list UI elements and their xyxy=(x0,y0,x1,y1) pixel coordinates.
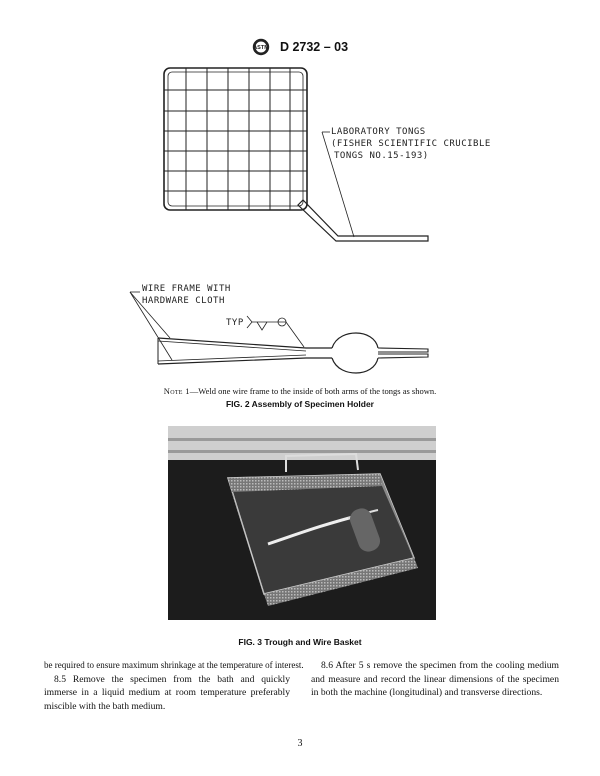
right-column xyxy=(311,659,559,700)
designation: D 2732 – 03 xyxy=(279,40,349,55)
paragraph-8-6: 8.6 After 5 s remove the specimen from the cooling medium and measure and record the linear dimensions of the specimen in both the machine (longitudinal) and transverse directions. xyxy=(311,660,559,698)
callout-frame-line-2: HARDWARE CLOTH xyxy=(142,296,225,306)
left-column xyxy=(44,659,304,713)
trough-basket-image xyxy=(168,426,436,620)
callout-typ: TYP xyxy=(226,318,244,328)
note-label: Note 1 xyxy=(163,386,190,396)
continued-paragraph: be required to ensure maximum shrinkage at the temperature of interest. xyxy=(44,660,304,670)
figure-2-caption: FIG. 2 Assembly of Specimen Holder xyxy=(225,399,374,409)
figure-3-caption: FIG. 3 Trough and Wire Basket xyxy=(238,637,362,647)
figure-2-note xyxy=(0,386,600,396)
callout-frame-line-1: WIRE FRAME WITH xyxy=(142,284,231,294)
callout-tongs-line-3: TONGS NO.15-193) xyxy=(334,151,429,161)
svg-text:ASTM: ASTM xyxy=(253,45,269,52)
figure-3-photo xyxy=(168,426,436,620)
callout-tongs-line-1: LABORATORY TONGS xyxy=(331,127,426,137)
note-text: —Weld one wire frame to the inside of both arms of the tongs as shown. xyxy=(189,386,437,396)
callout-tongs-line-2: (FISHER SCIENTIFIC CRUCIBLE xyxy=(331,139,491,149)
paragraph-8-5: 8.5 Remove the specimen from the bath and quickly immerse in a liquid medium at room temperature preferably miscible with the bath medium. xyxy=(44,673,290,712)
page-number: 3 xyxy=(297,738,303,749)
